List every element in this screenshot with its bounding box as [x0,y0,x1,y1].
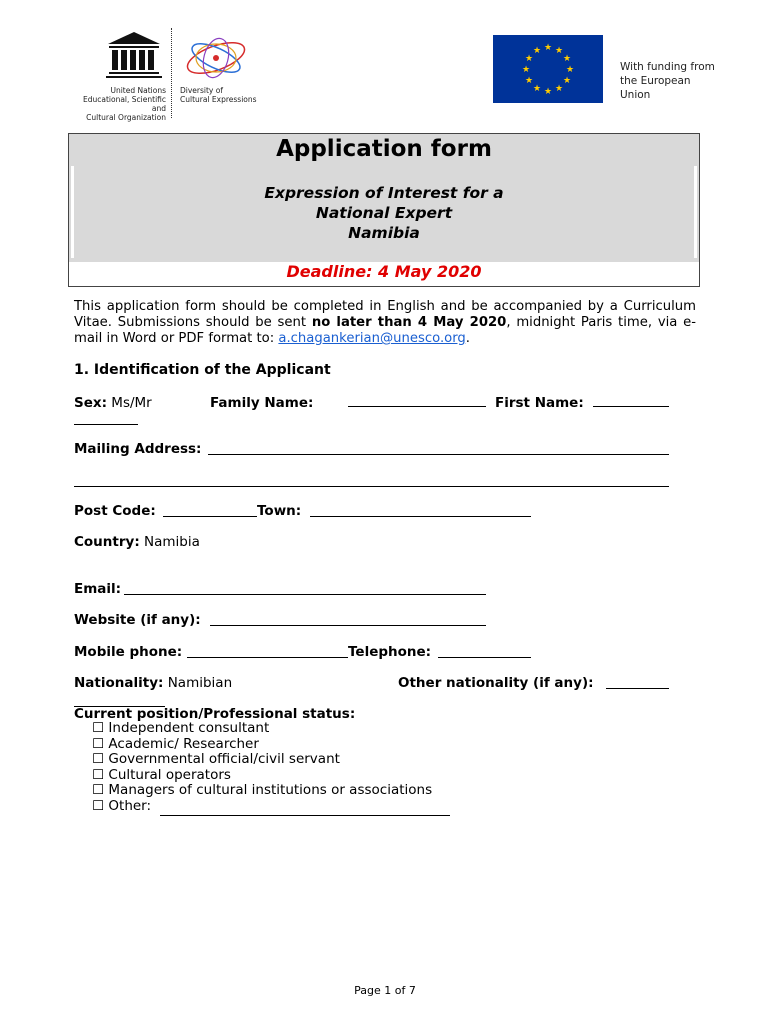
svg-text:★: ★ [524,54,534,64]
country-label: Country: [74,534,140,550]
telephone-label: Telephone: [348,644,432,660]
mailing-address-field[interactable] [208,454,669,455]
country-row [74,534,200,550]
intro-text-1: This application form should be completed in English and be accompanied by a Curriculum Vitae. Submissions should be sent [74,299,696,330]
svg-text:★: ★ [562,54,572,64]
section-heading: 1. Identification of the Applicant [74,362,331,378]
eu-flag [493,35,603,103]
sex-label: Sex: [74,395,107,411]
logo-divider [171,28,172,118]
checkbox-icon[interactable]: ☐ [92,766,105,783]
page-number: Page 1 of 7 [354,984,416,997]
eu-funding-text: With funding from the European Union [620,61,715,101]
telephone-field[interactable] [438,657,531,658]
intro-end: . [465,331,470,346]
position-label: Current position/Professional status: [74,706,356,722]
mobile-label: Mobile phone: [74,644,183,660]
email-field[interactable] [124,594,486,595]
checkbox-icon[interactable]: ☐ [92,720,105,736]
svg-text:★: ★ [532,46,542,56]
first-name-field[interactable] [593,406,669,407]
unesco-org-name: United Nations Educational, Scientific and Cultural Organization [83,86,166,122]
mailing-address-field-line2[interactable] [74,486,669,487]
nationality-label: Nationality: [74,675,164,691]
intro-deadline-bold: no later than 4 May 2020 [311,315,507,330]
website-field[interactable] [210,625,486,626]
subtitle: Expression of Interest for a National Expert Namibia [264,184,504,242]
svg-text:★: ★ [554,84,564,94]
svg-text:★: ★ [565,65,575,75]
svg-text:★: ★ [554,46,564,56]
diversity-name: Diversity of Cultural Expressions [180,86,257,104]
option-managers[interactable]: ☐ Managers of cultural institutions or associations [92,782,433,799]
postcode-field[interactable] [163,516,257,517]
mobile-field[interactable] [187,657,348,658]
svg-text:★: ★ [562,76,572,86]
first-name-field-cont[interactable] [74,424,138,425]
sex-value[interactable]: Ms/Mr [111,395,152,411]
svg-text:★: ★ [521,65,531,75]
unesco-logo [104,30,164,82]
svg-text:★: ★ [532,84,542,94]
other-nationality-label: Other nationality (if any): [398,675,594,691]
nationality-row [74,675,232,691]
town-label: Town: [257,503,302,519]
other-nationality-field[interactable] [606,688,669,689]
option-cultural-operators[interactable]: ☐ Cultural operators [92,766,231,783]
option-independent[interactable]: ☐ Independent consultant [92,720,270,736]
nationality-value: Namibian [167,675,233,691]
website-label: Website (if any): [74,612,201,628]
country-value: Namibia [144,534,200,550]
diversity-swirl-icon [180,32,250,84]
deadline: Deadline: 4 May 2020 [286,262,482,281]
family-name-field[interactable] [348,406,486,407]
svg-text:★: ★ [524,76,534,86]
other-position-field[interactable] [160,815,450,816]
postcode-label: Post Code: [74,503,156,519]
checkbox-icon[interactable]: ☐ [92,735,105,752]
diversity-emblem [180,32,250,84]
eu-stars-icon [493,35,603,103]
checkbox-icon[interactable]: ☐ [92,782,105,799]
town-field[interactable] [310,516,531,517]
position-options [92,721,432,815]
mailing-label: Mailing Address: [74,441,202,457]
option-academic[interactable]: ☐ Academic/ Researcher [92,735,259,752]
checkbox-icon[interactable]: ☐ [92,751,105,768]
family-name-label: Family Name: [210,395,314,411]
unesco-temple-icon [104,30,164,82]
option-other[interactable]: ☐ Other: [92,797,152,814]
svg-text:★: ★ [543,87,553,97]
option-governmental[interactable]: ☐ Governmental official/civil servant [92,751,340,768]
checkbox-icon[interactable]: ☐ [92,797,105,814]
svg-text:★: ★ [543,43,553,53]
sex-row [74,395,152,411]
page-title: Application form [276,136,492,162]
contact-email-link[interactable]: a.chagankerian@unesco.org [278,331,466,346]
email-label: Email: [74,581,122,597]
intro-paragraph [74,299,696,347]
first-name-label: First Name: [495,395,584,411]
intro-text-2: , midnight Paris time, via e-mail in Word or PDF format to: [74,315,697,346]
